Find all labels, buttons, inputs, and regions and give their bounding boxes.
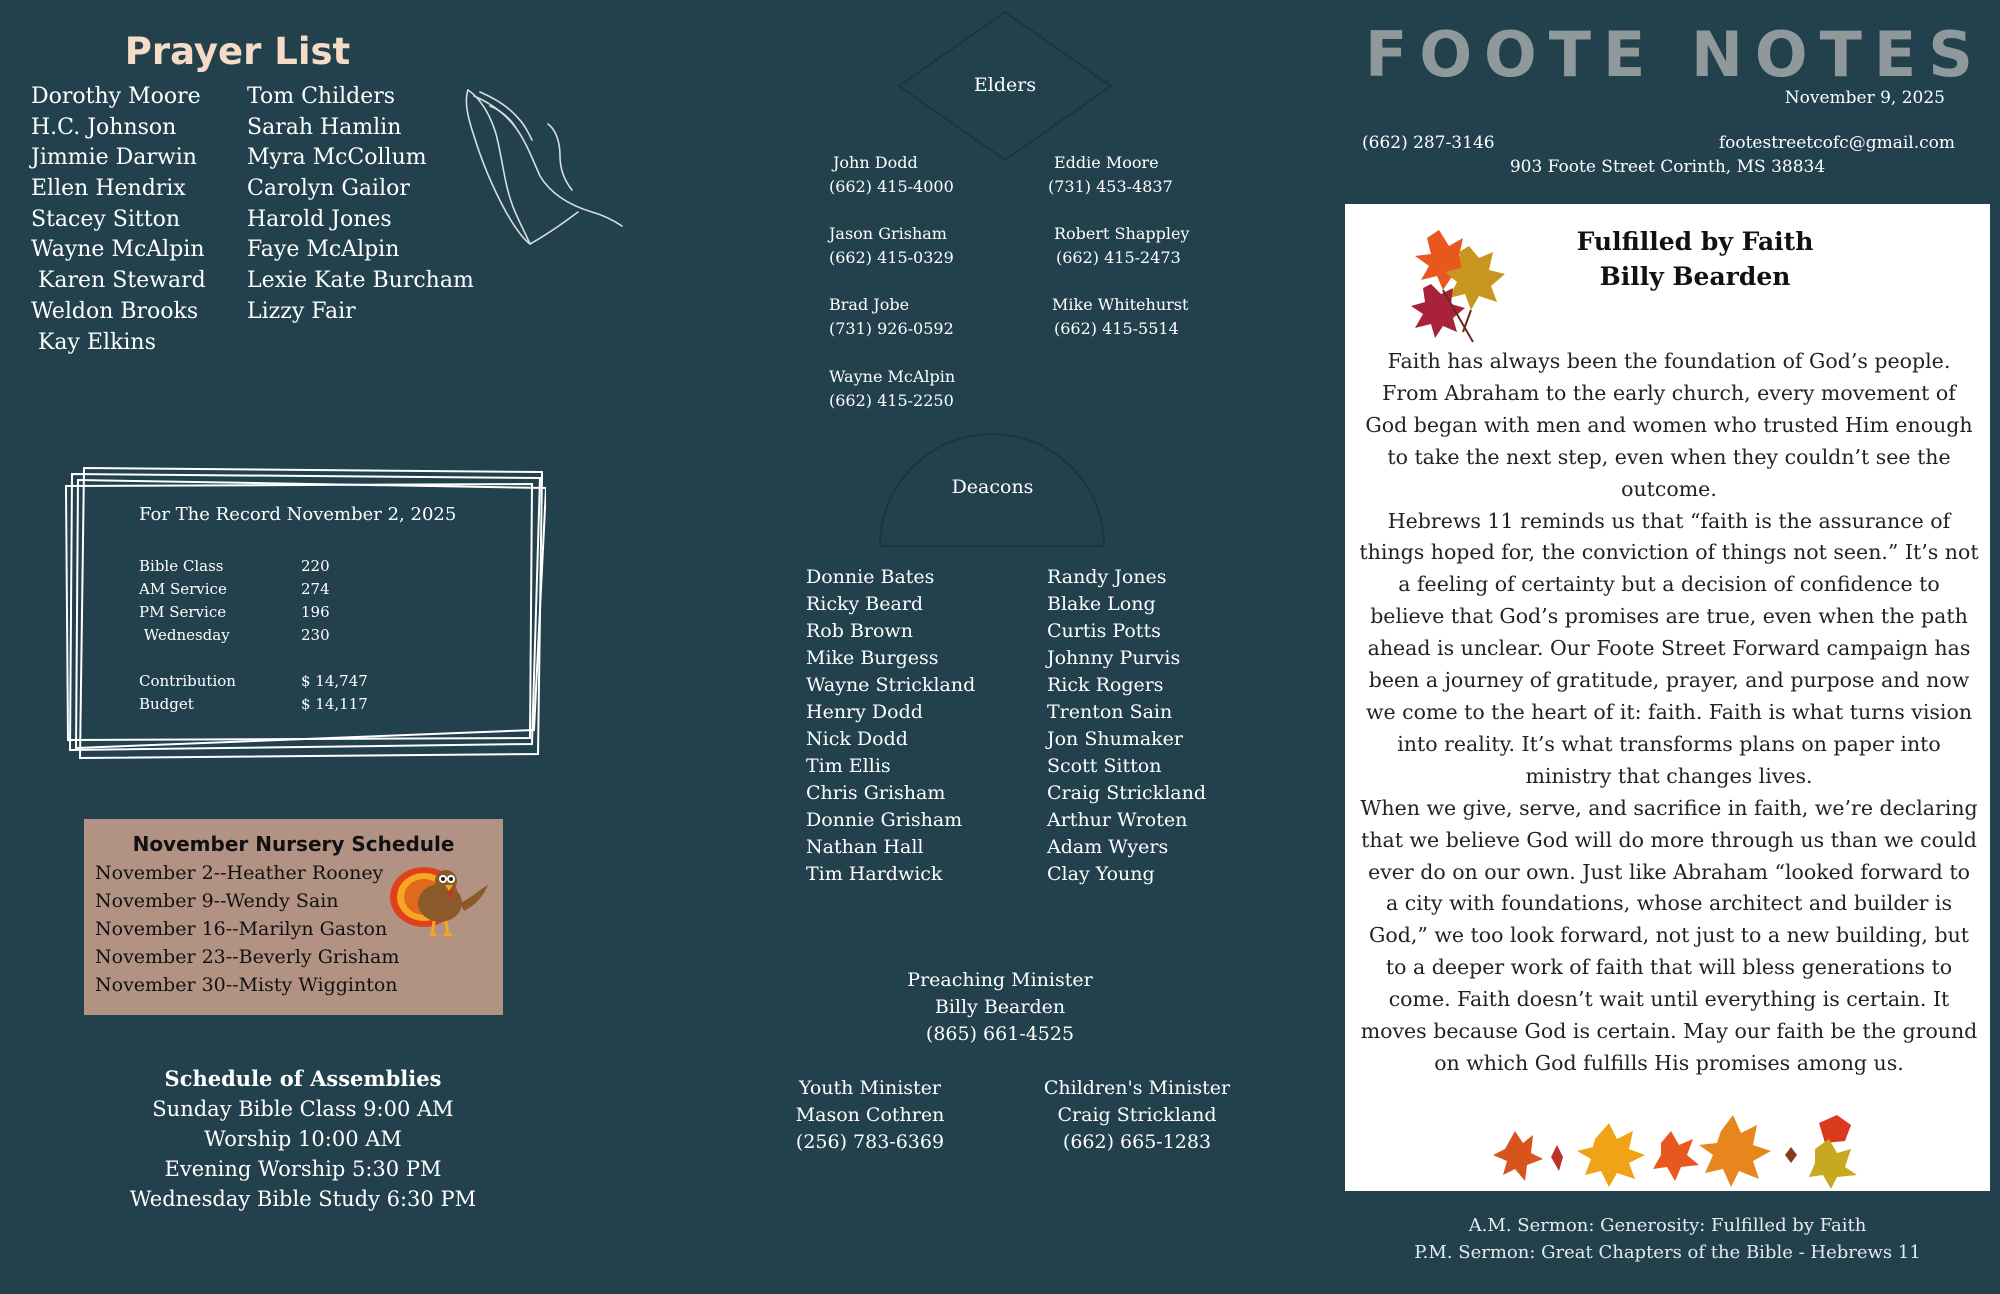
elder-name: Eddie Moore: [1054, 153, 1159, 172]
list-item: Nick Dodd: [806, 728, 908, 750]
list-item: Dorothy Moore: [31, 84, 201, 109]
prayer-list-title: Prayer List: [124, 30, 351, 73]
leaf-garland-icon: [1485, 1109, 1915, 1189]
list-item: Rick Rogers: [1047, 674, 1164, 696]
record-label: Bible Class: [139, 557, 224, 575]
church-address: 903 Foote Street Corinth, MS 38834: [1509, 157, 1826, 177]
elder-name: Mike Whitehurst: [1052, 295, 1189, 314]
list-item: Scott Sitton: [1047, 755, 1162, 777]
elder-phone: (731) 926-0592: [829, 319, 954, 338]
list-item: Adam Wyers: [1047, 836, 1169, 858]
list-item: Kay Elkins: [31, 329, 156, 355]
list-item: H.C. Johnson: [31, 114, 177, 140]
list-item: Ricky Beard: [806, 593, 924, 615]
article-paragraph: Hebrews 11 reminds us that “faith is the assurance of things hoped for, the conviction of things not seen.” It’s not a feeling of certainty but a decision of confidence to believe that God’s promises are true, even when the path ahead is unclear. Our Foote Street Forward campaign has been a journey of gratitude, prayer, and purpose and now we come to the heart of it: faith. Faith is what turns vision into reality. It’s what transforms plans on paper into ministry that changes lives.: [1359, 508, 1979, 788]
list-item: Wednesday Bible Study 6:30 PM: [129, 1187, 477, 1211]
assemblies-title: Schedule of Assemblies: [164, 1066, 442, 1091]
church-phone: (662) 287-3146: [1362, 133, 1495, 153]
list-item: Lizzy Fair: [247, 298, 356, 324]
list-item: Ellen Hendrix: [31, 176, 186, 202]
list-item: November 2--Heather Rooney: [95, 862, 384, 884]
record-label: AM Service: [139, 580, 227, 598]
minister-phone: (662) 665-1283: [1062, 1131, 1212, 1153]
issue-date: November 9, 2025: [1784, 88, 1945, 108]
list-item: Sunday Bible Class 9:00 AM: [152, 1097, 454, 1121]
list-item: Blake Long: [1047, 593, 1156, 615]
list-item: Stacey Sitton: [31, 206, 180, 232]
list-item: Clay Young: [1047, 863, 1155, 885]
list-item: Chris Grisham: [806, 782, 946, 804]
list-item: Harold Jones: [247, 206, 392, 232]
list-item: Nathan Hall: [806, 836, 924, 858]
list-item: November 16--Marilyn Gaston: [95, 918, 388, 940]
record-label: PM Service: [139, 603, 227, 621]
list-item: Worship 10:00 AM: [204, 1127, 402, 1151]
list-item: Randy Jones: [1047, 566, 1167, 588]
elder-phone: (662) 415-5514: [1054, 319, 1179, 338]
turkey-icon: [384, 859, 496, 943]
deacons-col2: [1047, 564, 1206, 888]
minister-name: Craig Strickland: [1057, 1104, 1217, 1126]
minister-phone: (865) 661-4525: [925, 1023, 1075, 1045]
sermon-titles: [1345, 1212, 1990, 1266]
record-value: 196: [301, 603, 330, 621]
pm-sermon: P.M. Sermon: Great Chapters of the Bible - Hebrews 11: [1414, 1242, 1921, 1263]
youth-minister: [780, 1075, 960, 1156]
list-item: Myra McCollum: [247, 145, 427, 171]
minister-role: Preaching Minister: [907, 969, 1093, 991]
article-body: [1359, 346, 1979, 1080]
list-item: Weldon Brooks: [31, 298, 199, 324]
article-paragraph: Faith has always been the foundation of God’s people. From Abraham to the early church, every movement of God began with men and women who trusted Him enough to take the next step, even when they couldn’t see the outcome.: [1365, 349, 1973, 501]
nursery-title: November Nursery Schedule: [132, 832, 455, 856]
article-paragraph: When we give, serve, and sacrifice in faith, we’re declaring that we believe God will do more through us than we could ever do on our own. Just like Abraham “looked forward to a city with foundations, whose architect and builder is God,” we too look forward, not just to a new building, but to a deeper work of faith that will bless generations to come. Faith doesn’t wait until everything is certain. It moves because God is certain. May our faith be the ground on which God fulfills His promises among us.: [1360, 795, 1978, 1075]
minister-name: Mason Cothren: [795, 1104, 945, 1126]
list-item: Tom Childers: [247, 84, 396, 109]
list-item: November 9--Wendy Sain: [95, 890, 339, 912]
list-item: Curtis Potts: [1047, 620, 1161, 642]
record-label: Wednesday: [139, 626, 230, 644]
record-value: 220: [301, 557, 330, 575]
nursery-list: [95, 859, 399, 999]
elder-phone: (662) 415-0329: [829, 248, 954, 267]
schedule-of-assemblies: [103, 1064, 503, 1214]
minister-name: Billy Bearden: [934, 996, 1066, 1018]
list-item: Sarah Hamlin: [247, 114, 402, 140]
record-value: 230: [301, 626, 330, 644]
elder-name: Jason Grisham: [829, 224, 947, 243]
elder-name: John Dodd: [833, 153, 918, 172]
minister-phone: (256) 783-6369: [795, 1131, 945, 1153]
article-heading: [1495, 224, 1895, 294]
deacons-col1: [806, 564, 975, 888]
elder-phone: (662) 415-2473: [1056, 248, 1181, 267]
elder-phone: (731) 453-4837: [1048, 177, 1173, 196]
record-title: For The Record November 2, 2025: [139, 504, 457, 525]
article-panel: [1345, 204, 1990, 1191]
list-item: Tim Ellis: [806, 755, 891, 777]
church-email: footestreetcofc@gmail.com: [1718, 133, 1955, 153]
record-label: Budget: [139, 695, 194, 713]
list-item: November 30--Misty Wigginton: [95, 974, 398, 996]
record-value: $ 14,747: [301, 672, 368, 690]
deacons-title: Deacons: [951, 476, 1034, 498]
list-item: Craig Strickland: [1047, 782, 1206, 804]
list-item: Rob Brown: [806, 620, 913, 642]
list-item: Jimmie Darwin: [31, 145, 197, 171]
list-item: Mike Burgess: [806, 647, 939, 669]
nursery-schedule: [84, 819, 503, 1015]
elder-name: Robert Shappley: [1054, 224, 1190, 243]
record-value: $ 14,117: [301, 695, 368, 713]
minister-role: Youth Minister: [798, 1077, 942, 1099]
list-item: Jon Shumaker: [1047, 728, 1184, 750]
praying-hands-icon: [460, 84, 625, 249]
elder-name: Wayne McAlpin: [829, 367, 956, 386]
elder-name: Brad Jobe: [829, 295, 910, 314]
autumn-leaves-icon: [1409, 224, 1509, 348]
article-author: Billy Bearden: [1599, 262, 1791, 291]
list-item: Lexie Kate Burcham: [247, 268, 474, 294]
record-value: 274: [301, 580, 330, 598]
list-item: November 23--Beverly Grisham: [95, 946, 400, 968]
prayer-list-col2: [247, 82, 474, 328]
list-item: Donnie Bates: [806, 566, 935, 588]
am-sermon: A.M. Sermon: Generosity: Fulfilled by Faith: [1468, 1215, 1867, 1236]
list-item: Karen Steward: [31, 268, 206, 294]
preaching-minister: [880, 967, 1120, 1048]
masthead-title: FOOTE NOTES: [1365, 18, 1985, 91]
list-item: Wayne McAlpin: [31, 237, 205, 263]
prayer-list-col1: [31, 82, 206, 358]
list-item: Wayne Strickland: [806, 674, 976, 696]
list-item: Evening Worship 5:30 PM: [164, 1157, 442, 1181]
elders-title: Elders: [973, 74, 1037, 96]
list-item: Carolyn Gailor: [247, 176, 410, 202]
record-label: Contribution: [139, 672, 236, 690]
list-item: Donnie Grisham: [806, 809, 963, 831]
elder-phone: (662) 415-4000: [829, 177, 954, 196]
article-title: Fulfilled by Faith: [1576, 227, 1814, 256]
childrens-minister: [1032, 1075, 1242, 1156]
list-item: Arthur Wroten: [1047, 809, 1188, 831]
list-item: Johnny Purvis: [1047, 647, 1181, 669]
list-item: Tim Hardwick: [806, 863, 943, 885]
list-item: Trenton Sain: [1047, 701, 1173, 723]
minister-role: Children's Minister: [1043, 1077, 1231, 1099]
elder-entry: [833, 151, 918, 175]
list-item: Henry Dodd: [806, 701, 923, 723]
elder-phone: (662) 415-2250: [829, 391, 954, 410]
list-item: Faye McAlpin: [247, 237, 400, 263]
